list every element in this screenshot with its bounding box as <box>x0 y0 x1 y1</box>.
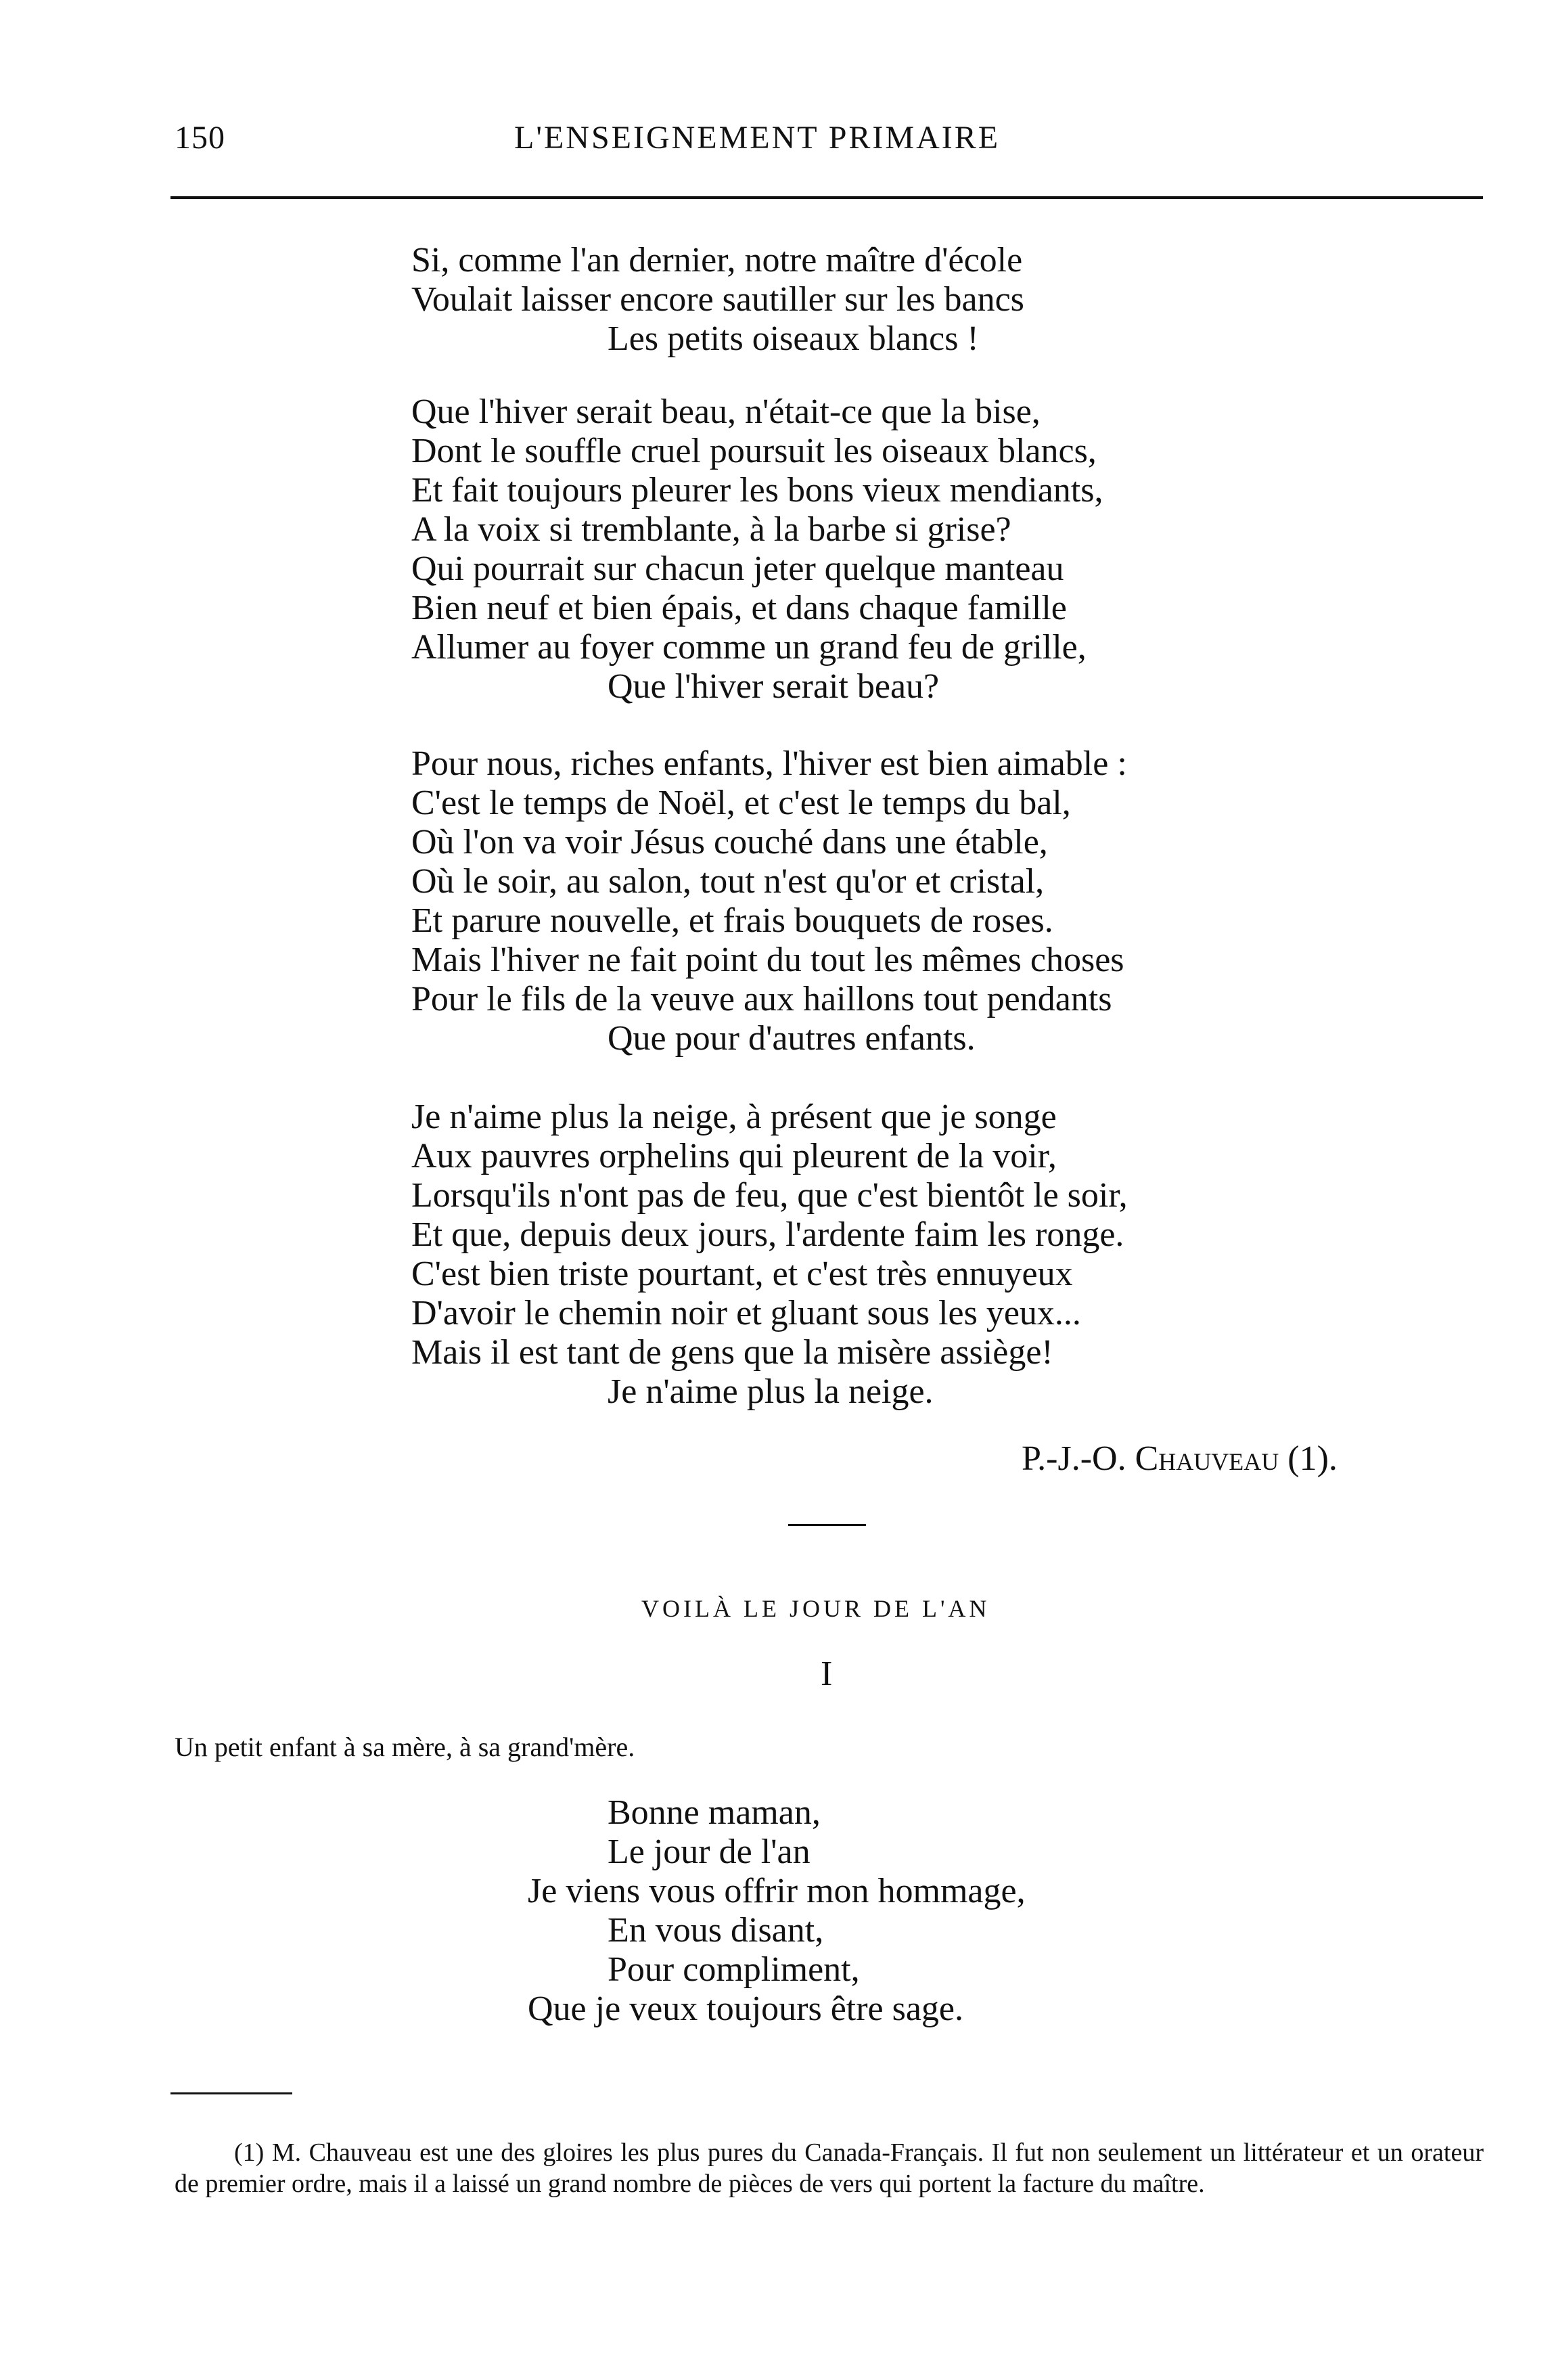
verse-line: Je n'aime plus la neige. <box>608 1372 934 1411</box>
verse-line: Pour nous, riches enfants, l'hiver est bien aimable : <box>411 744 1127 783</box>
stanza-1 <box>411 241 1024 359</box>
author-signature <box>1022 1439 1338 1479</box>
verse-line: Et parure nouvelle, et frais bouquets de roses. <box>411 901 1053 940</box>
signature-name: Chauveau <box>1135 1439 1279 1478</box>
section-separator <box>788 1524 866 1526</box>
verse-line: A la voix si tremblante, à la barbe si grise? <box>411 510 1011 549</box>
verse-line: Allumer au foyer comme un grand feu de grille, <box>411 628 1087 667</box>
section-subtitle: Un petit enfant à sa mère, à sa grand'mère. <box>175 1732 635 1762</box>
verse-line: Pour le fils de la veuve aux haillons tout pendants <box>411 980 1112 1018</box>
verse-line: Lorsqu'ils n'ont pas de feu, que c'est bientôt le soir, <box>411 1176 1128 1215</box>
verse-line: Bonne maman, <box>608 1793 821 1832</box>
footnote-rule <box>170 2092 292 2094</box>
page-number: 150 <box>175 120 225 156</box>
verse-line: Et fait toujours pleurer les bons vieux mendiants, <box>411 471 1103 510</box>
verse-line: D'avoir le chemin noir et gluant sous les yeux... <box>411 1294 1081 1332</box>
verse-line: Dont le souffle cruel poursuit les oiseaux blancs, <box>411 432 1097 470</box>
verse-line: Le jour de l'an <box>608 1833 811 1871</box>
verse-line: Mais il est tant de gens que la misère assiège! <box>411 1333 1053 1372</box>
verse-line: Je viens vous offrir mon hommage, <box>528 1872 1026 1910</box>
verse-line: Pour compliment, <box>608 1950 860 1989</box>
part-number: I <box>821 1655 833 1693</box>
header-rule <box>170 196 1483 199</box>
verse-line: Bien neuf et bien épais, et dans chaque famille <box>411 589 1067 627</box>
verse-line: Je n'aime plus la neige, à présent que je songe <box>411 1098 1057 1136</box>
verse-line: Voulait laisser encore sautiller sur les bancs <box>411 280 1024 319</box>
verse-line: Mais l'hiver ne fait point du tout les mêmes choses <box>411 941 1124 979</box>
verse-line: Où le soir, au salon, tout n'est qu'or et cristal, <box>411 862 1045 901</box>
verse-line: C'est bien triste pourtant, et c'est très ennuyeux <box>411 1255 1073 1293</box>
verse-line: Aux pauvres orphelins qui pleurent de la voir, <box>411 1137 1057 1175</box>
verse-line: Que je veux toujours être sage. <box>528 1990 964 2028</box>
verse-line: Les petits oiseaux blancs ! <box>608 319 979 358</box>
signature-initials: P.-J.-O. <box>1022 1439 1126 1478</box>
stanza-4 <box>411 1098 1128 1412</box>
verse-line: Et que, depuis deux jours, l'ardente faim les ronge. <box>411 1215 1124 1254</box>
section-title: VOILÀ LE JOUR DE L'AN <box>641 1595 990 1622</box>
verse-line: Où l'on va voir Jésus couché dans une étable, <box>411 823 1048 861</box>
verse-line: Si, comme l'an dernier, notre maître d'école <box>411 241 1023 279</box>
running-title: L'ENSEIGNEMENT PRIMAIRE <box>514 120 1001 156</box>
signature-note: (1). <box>1287 1439 1338 1478</box>
stanza-2 <box>411 392 1103 706</box>
footnote: (1) M. Chauveau est une des gloires les plus pures du Canada-Français. Il fut non seulement un littérateur et un orateur de premier ordre, mais il a laissé un grand nombre de pièces de vers qui portent la facture du maître. <box>175 2138 1484 2198</box>
verse-line: En vous disant, <box>608 1911 824 1950</box>
verse-line: Que pour d'autres enfants. <box>608 1019 976 1058</box>
verse-line: Que l'hiver serait beau? <box>608 667 940 706</box>
stanza-3 <box>411 744 1127 1058</box>
verse-line: C'est le temps de Noël, et c'est le temps du bal, <box>411 784 1071 822</box>
verse-line: Qui pourrait sur chacun jeter quelque manteau <box>411 549 1064 588</box>
verse-line: Que l'hiver serait beau, n'était-ce que la bise, <box>411 392 1041 431</box>
greeting-poem <box>528 1793 1026 2029</box>
